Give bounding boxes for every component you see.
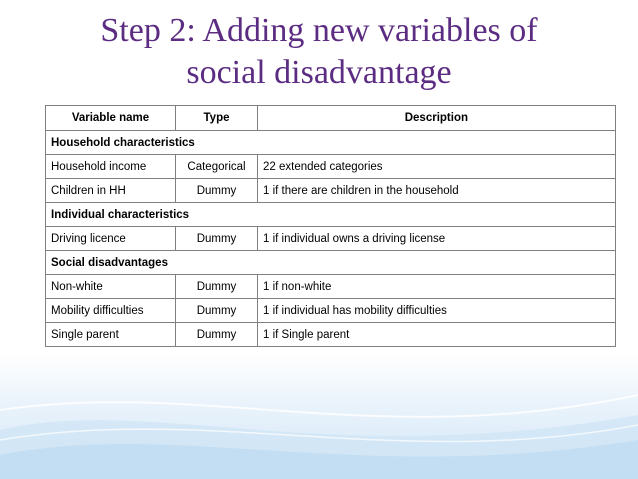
cell-type: Dummy <box>176 299 258 323</box>
cell-description: 22 extended categories <box>258 155 616 179</box>
table-row <box>46 155 616 179</box>
table-row <box>46 179 616 203</box>
cell-description: 1 if individual has mobility difficulties <box>258 299 616 323</box>
cell-description: 1 if there are children in the household <box>258 179 616 203</box>
header-variable-name: Variable name <box>46 106 176 131</box>
title-line-2: social disadvantage <box>186 54 452 91</box>
section-label: Individual characteristics <box>46 203 616 227</box>
table-header-row <box>46 106 616 131</box>
cell-type: Dummy <box>176 179 258 203</box>
table-row <box>46 275 616 299</box>
title-line-1: Step 2: Adding new variables of <box>100 12 538 49</box>
header-type: Type <box>176 106 258 131</box>
section-label: Household characteristics <box>46 131 616 155</box>
section-row-social <box>46 251 616 275</box>
cell-type: Categorical <box>176 155 258 179</box>
cell-description: 1 if non-white <box>258 275 616 299</box>
cell-description: 1 if individual owns a driving license <box>258 227 616 251</box>
cell-variable-name: Single parent <box>46 323 176 347</box>
cell-variable-name: Household income <box>46 155 176 179</box>
variables-table <box>45 105 616 347</box>
cell-type: Dummy <box>176 275 258 299</box>
table-row <box>46 323 616 347</box>
cell-type: Dummy <box>176 227 258 251</box>
cell-variable-name: Driving licence <box>46 227 176 251</box>
cell-description: 1 if Single parent <box>258 323 616 347</box>
cell-variable-name: Children in HH <box>46 179 176 203</box>
cell-type: Dummy <box>176 323 258 347</box>
section-row-individual <box>46 203 616 227</box>
header-description: Description <box>258 106 616 131</box>
cell-variable-name: Mobility difficulties <box>46 299 176 323</box>
section-row-household <box>46 131 616 155</box>
section-label: Social disadvantages <box>46 251 616 275</box>
table-row <box>46 227 616 251</box>
table-row <box>46 299 616 323</box>
slide-title <box>40 10 598 94</box>
cell-variable-name: Non-white <box>46 275 176 299</box>
